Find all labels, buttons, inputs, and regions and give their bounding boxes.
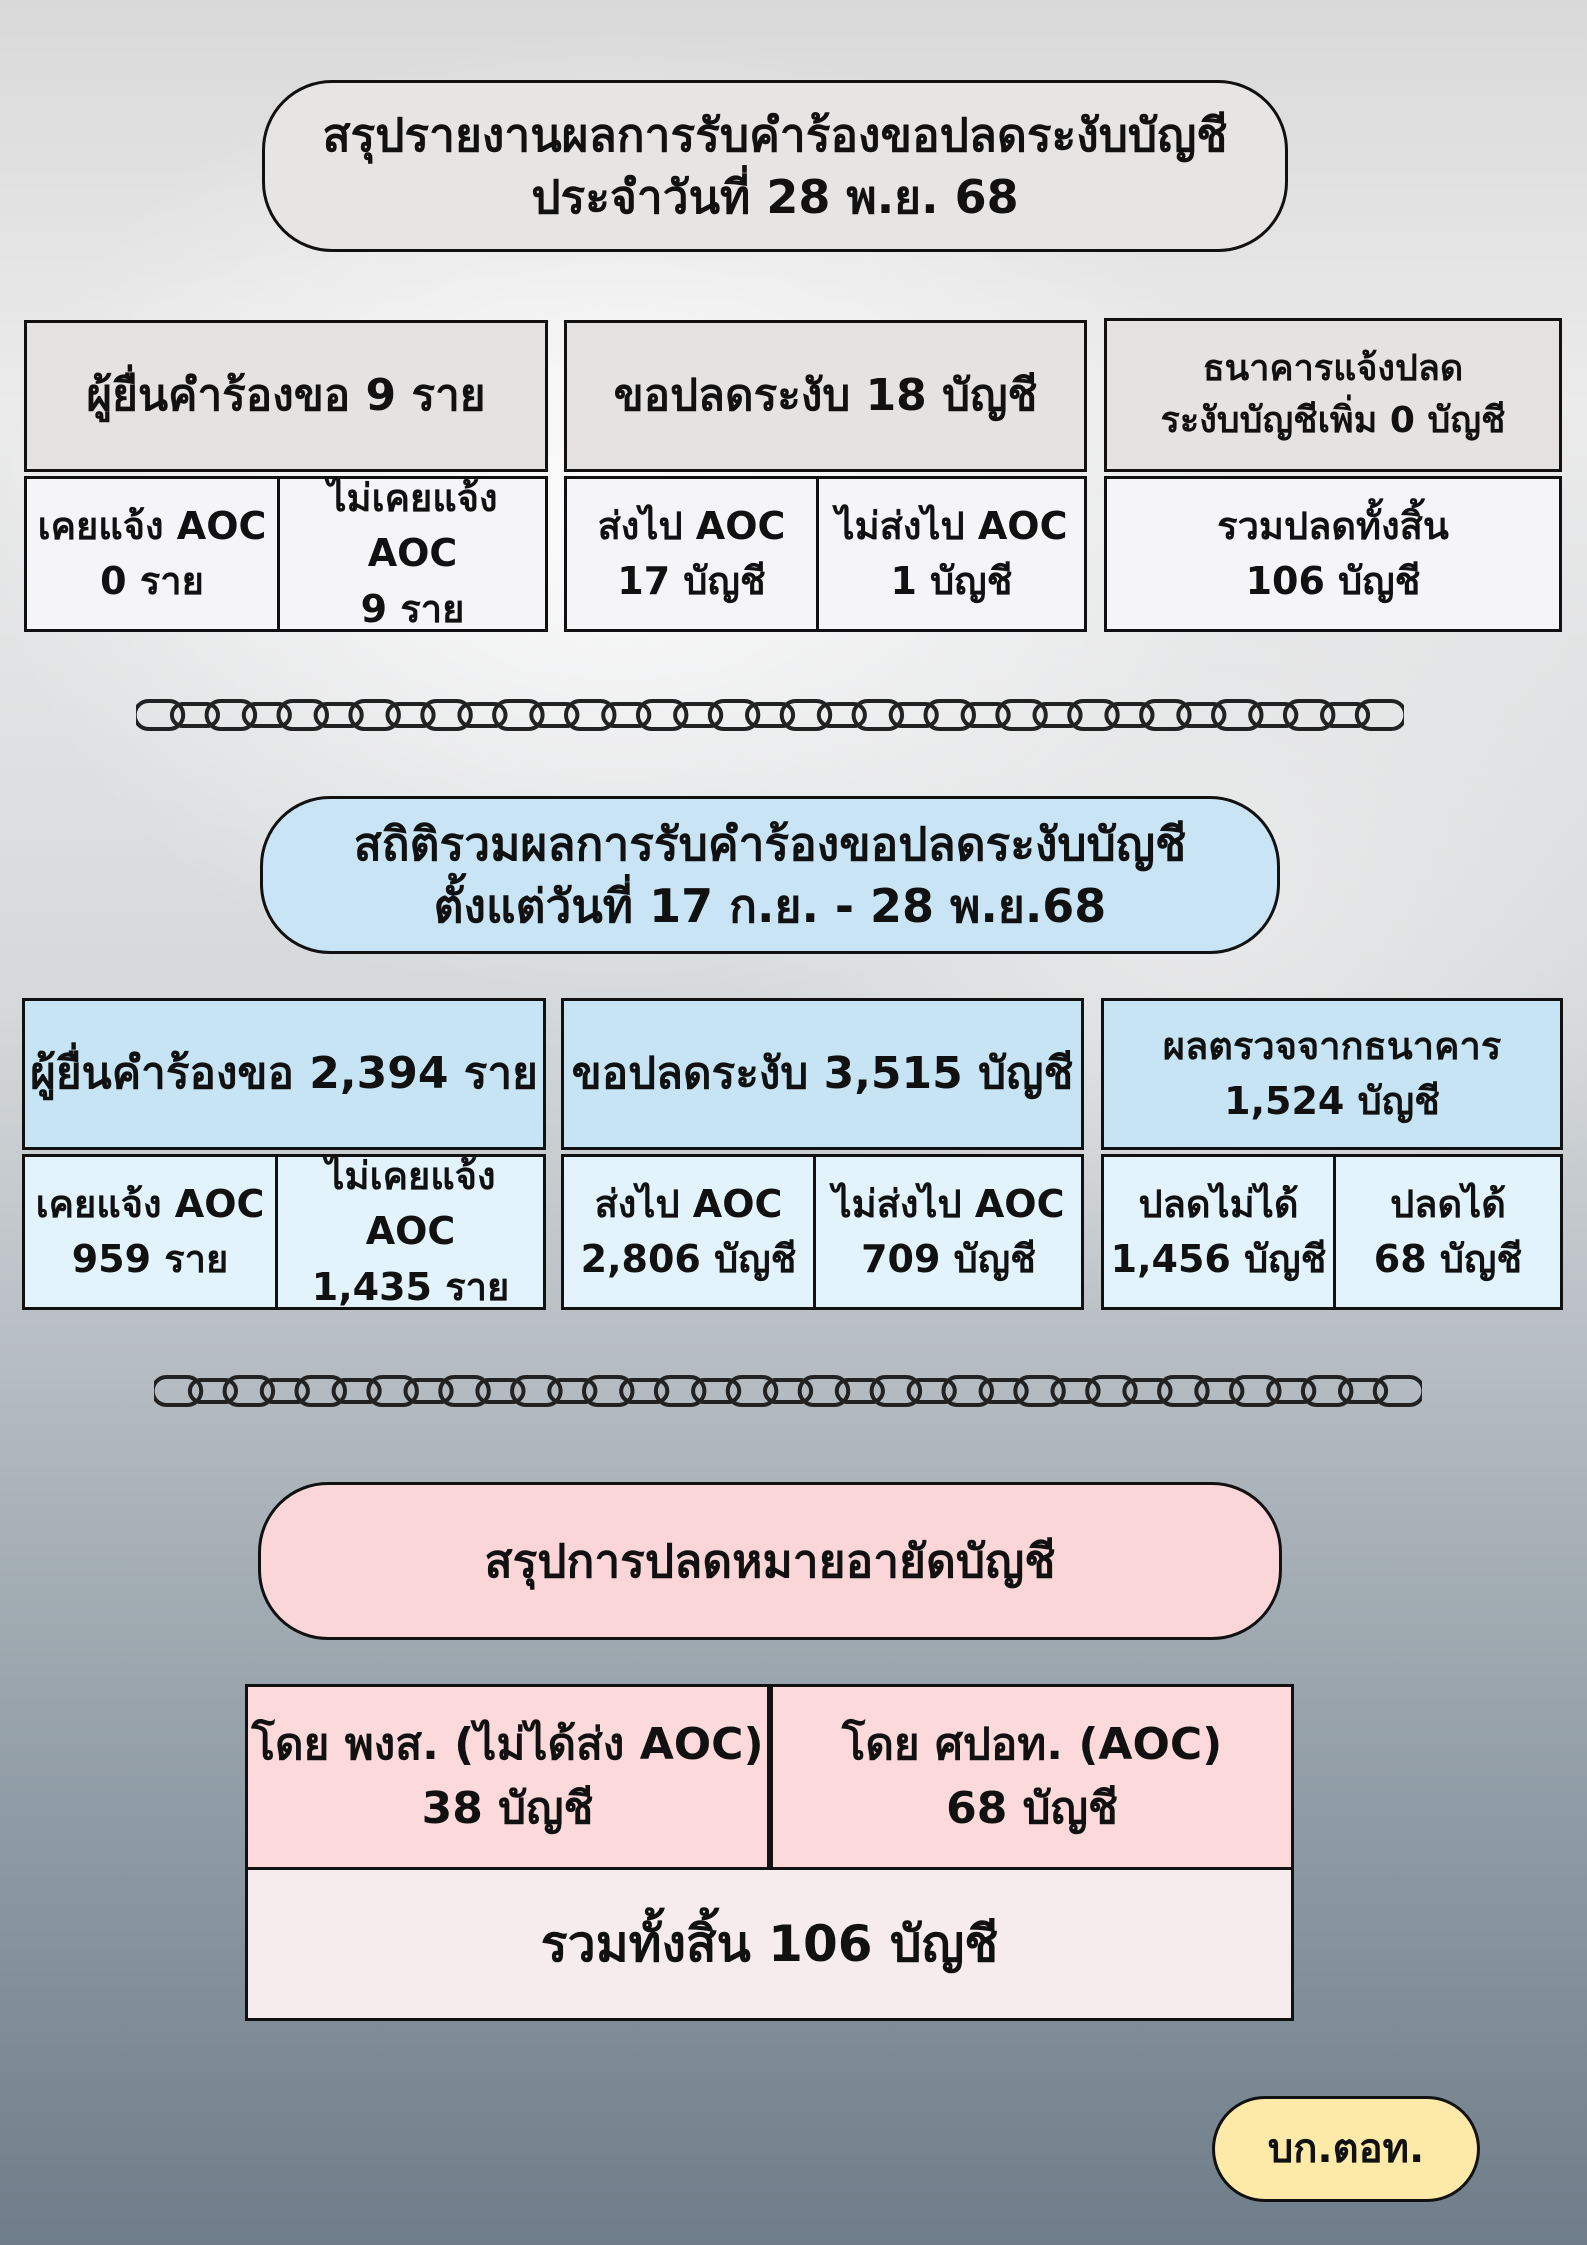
cumulative-not-sent-label: ไม่ส่งไป AOC xyxy=(832,1181,1065,1226)
cumulative-reported-value: 959 ราย xyxy=(71,1237,229,1281)
daily-requests-header xyxy=(564,320,1087,472)
cumulative-sent-value: 2,806 บัญชี xyxy=(580,1237,797,1281)
summary-aoc-label: โดย ศปอท. (AOC) xyxy=(841,1719,1223,1771)
daily-not-sent-cell xyxy=(816,476,1087,632)
cumulative-cannot-label: ปลดไม่ได้ xyxy=(1138,1181,1299,1226)
summary-title-text: สรุปการปลดหมายอายัดบัญชี xyxy=(484,1533,1056,1588)
daily-title-line1: สรุปรายงานผลการรับคำร้องขอปลดระงับบัญชี xyxy=(322,107,1228,162)
cumulative-not-reported-label: ไม่เคยแจ้ง AOC xyxy=(325,1154,496,1254)
daily-bank-header-line1: ธนาคารแจ้งปลด xyxy=(1202,347,1464,389)
cumulative-not-reported-cell xyxy=(275,1154,546,1310)
chain-icon xyxy=(154,1372,1422,1410)
cumulative-title xyxy=(260,796,1280,954)
cumulative-sent-label: ส่งไป AOC xyxy=(594,1181,783,1226)
cumulative-reported-cell xyxy=(22,1154,278,1310)
cumulative-can-value: 68 บัญชี xyxy=(1373,1237,1523,1281)
summary-total-text: รวมทั้งสิ้น 106 บัญชี xyxy=(540,1914,999,1973)
cumulative-bank-header-line2: 1,524 บัญชี xyxy=(1224,1079,1440,1123)
daily-not-sent-value: 1 บัญชี xyxy=(890,559,1013,603)
cumulative-not-sent-value: 709 บัญชี xyxy=(861,1237,1036,1281)
daily-bank-header xyxy=(1104,318,1562,472)
summary-aoc-value: 68 บัญชี xyxy=(946,1783,1118,1834)
cumulative-not-reported-value: 1,435 ราย xyxy=(311,1264,510,1309)
daily-applicants-header xyxy=(24,320,548,472)
daily-applicants-header-text: ผู้ยื่นคำร้องขอ 9 ราย xyxy=(86,370,486,422)
cumulative-title-line2: ตั้งแต่วันที่ 17 ก.ย. - 28 พ.ย.68 xyxy=(433,879,1107,933)
daily-bank-header-line2: ระงับบัญชีเพิ่ม 0 บัญชี xyxy=(1160,400,1506,441)
cumulative-can-cell xyxy=(1333,1154,1563,1310)
cumulative-can-label: ปลดได้ xyxy=(1390,1181,1506,1226)
daily-not-reported-value: 9 ราย xyxy=(360,586,465,631)
cumulative-bank-header xyxy=(1101,998,1563,1150)
daily-not-reported-label: ไม่เคยแจ้ง AOC xyxy=(327,476,498,576)
footer-badge xyxy=(1212,2096,1480,2202)
daily-bank-total-label: รวมปลดทั้งสิ้น xyxy=(1217,503,1449,548)
daily-reported-label: เคยแจ้ง AOC xyxy=(37,503,267,548)
daily-requests-header-text: ขอปลดระงับ 18 บัญชี xyxy=(613,370,1038,422)
chain-icon xyxy=(136,696,1404,734)
cumulative-not-sent-cell xyxy=(813,1154,1084,1310)
daily-sent-label: ส่งไป AOC xyxy=(597,503,786,548)
summary-police-value: 38 บัญชี xyxy=(421,1783,594,1834)
cumulative-sent-cell xyxy=(561,1154,816,1310)
daily-reported-value: 0 ราย xyxy=(100,559,204,603)
summary-police-cell xyxy=(245,1684,770,1870)
cumulative-title-line1: สถิติรวมผลการรับคำร้องขอปลดระงับบัญชี xyxy=(353,816,1187,871)
cumulative-bank-header-line1: ผลตรวจจากธนาคาร xyxy=(1162,1023,1502,1068)
summary-police-label: โดย พงส. (ไม่ได้ส่ง AOC) xyxy=(251,1719,764,1771)
cumulative-cannot-value: 1,456 บัญชี xyxy=(1110,1237,1327,1281)
cumulative-requests-header-text: ขอปลดระงับ 3,515 บัญชี xyxy=(571,1048,1074,1100)
daily-sent-value: 17 บัญชี xyxy=(617,559,766,603)
daily-reported-cell xyxy=(24,476,280,632)
cumulative-applicants-header xyxy=(22,998,546,1150)
daily-not-reported-cell xyxy=(277,476,548,632)
daily-title-line2: ประจำวันที่ 28 พ.ย. 68 xyxy=(531,170,1019,224)
cumulative-applicants-header-text: ผู้ยื่นคำร้องขอ 2,394 ราย xyxy=(30,1048,538,1100)
cumulative-requests-header xyxy=(561,998,1084,1150)
daily-bank-total-value: 106 บัญชี xyxy=(1245,559,1421,603)
daily-title xyxy=(262,80,1288,252)
footer-badge-text: บก.ตอท. xyxy=(1267,2126,1425,2172)
daily-not-sent-label: ไม่ส่งไป AOC xyxy=(835,503,1068,548)
daily-bank-total-cell xyxy=(1104,476,1562,632)
cumulative-cannot-cell xyxy=(1101,1154,1336,1310)
summary-total-cell xyxy=(245,1867,1294,2021)
summary-aoc-cell xyxy=(770,1684,1294,1870)
cumulative-reported-label: เคยแจ้ง AOC xyxy=(35,1181,265,1226)
summary-title xyxy=(258,1482,1282,1640)
daily-sent-cell xyxy=(564,476,819,632)
